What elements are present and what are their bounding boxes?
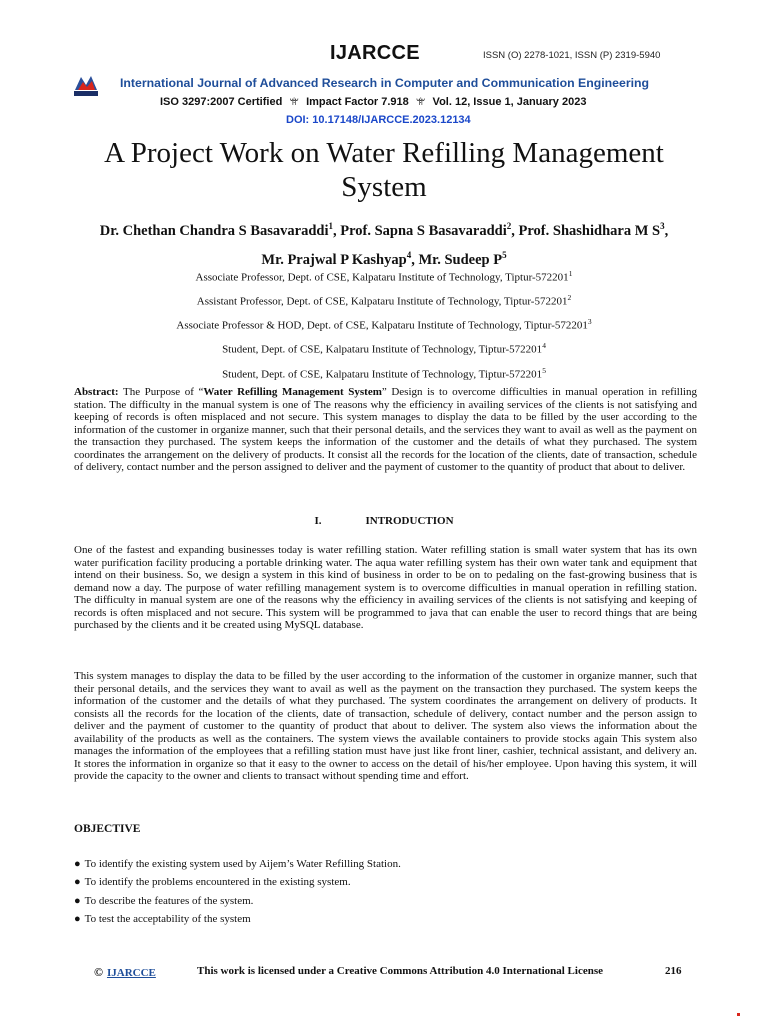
abstract-lead: The Purpose of “	[118, 386, 204, 398]
author-separator: ,	[333, 222, 341, 239]
abstract-label: Abstract:	[74, 386, 119, 398]
author-affil-mark: 5	[502, 249, 507, 260]
list-item-text: To identify the existing system used by Aijem’s Water Refilling Station.	[84, 858, 401, 870]
abstract-body: ” Design is to overcome difficulties in manual operation in refilling station. The difficulty in the manual system is one of The reasons why the efficiency in availing services of the clients is not satisfying and keeping of records is often misplaced and not secure. This system manages to display the data to be filled by the user according to the information of the customer in organize manner, such that their personal details, and the services they want to avail as well as the payment on the transaction they purchased. The system keeps the information of the customer and the details of what they purchased. The system coordinates the arrangement on the delivery of products. It consist all the records for the location of the clients, date of transaction, schedule of delivery, contact number and the person assigned to deliver and the payment of customer to the quantity of product that about to deliver.	[74, 386, 697, 473]
affiliation-item	[60, 312, 708, 336]
paper-title: A Project Work on Water Refilling Management System	[104, 137, 664, 203]
issn-info: ISSN (O) 2278-1021, ISSN (P) 2319-5940	[483, 50, 661, 61]
objective-list	[74, 855, 401, 928]
list-item-text: To test the acceptability of the system	[84, 912, 251, 925]
author-affil-mark: 1	[328, 221, 333, 231]
affiliation-mark: 3	[587, 317, 592, 327]
author-affil-mark: 3	[660, 221, 665, 231]
affiliation-text: Student, Dept. of CSE, Kalpataru Institute of Technology, Tiptur-572201	[222, 368, 543, 381]
footer-license: This work is licensed under a Creative Commons Attribution 4.0 International License	[197, 965, 603, 977]
author-name: Mr. Sudeep P	[418, 251, 503, 268]
author-affil-mark: 4	[406, 249, 412, 260]
affiliation-item	[60, 264, 708, 288]
objective-heading: OBJECTIVE	[74, 823, 141, 835]
author-name: Dr. Chethan Chandra S Basavaraddi	[99, 222, 329, 239]
intro-paragraph-2: This system manages to display the data to be filled by the user according to the information of the customer in organize manner, such that their personal details, and the services they want to avail as well as the payment on the transaction they purchased. The system keeps the information of the customer and the details of what they purchased. The system coordinates the arrangement on delivery of products. It consists all the records for the location of the clients, date of transaction, schedule of delivery, contact number and the person assign to deliver and the payment of customer to the quantity of product that about to deliver. The system also views the information about the availability of the products as well as the containers. The system views the available containers to provide stocks again This system also manages the information of the employees that a refilling station must have just like front liner, cashier, technical assistant, and delivery an. It stores the information in organize so that it easy to the owner to access on the detail of his/her employee. Upon having this system, it will provide the capacity to the owner and clients to transact without spending time and effort.	[74, 670, 697, 782]
corner-mark	[737, 1013, 740, 1016]
affiliation-text: Student, Dept. of CSE, Kalpataru Institute of Technology, Tiptur-572201	[222, 344, 543, 357]
bullet-icon: ●	[74, 912, 81, 925]
section-number: I.	[314, 515, 322, 527]
bullet-icon: ●	[74, 894, 81, 907]
affiliation-list	[60, 264, 708, 385]
list-item-text: To describe the features of the system.	[84, 894, 254, 907]
author-affil-mark: 2	[506, 221, 512, 231]
footer-copyright	[94, 965, 156, 980]
author-list	[60, 214, 708, 272]
abstract-bold-term: Water Refilling Management System	[203, 386, 382, 398]
section-heading-introduction	[74, 515, 694, 527]
affiliation-item	[60, 336, 708, 360]
bullet-icon: ●	[74, 876, 81, 889]
journal-short-name: IJARCCE	[330, 42, 420, 64]
list-item	[74, 892, 401, 910]
author-line-1	[60, 214, 708, 243]
journal-logo	[72, 72, 100, 98]
affiliation-mark: 2	[567, 293, 572, 303]
certification-line	[160, 96, 586, 109]
abstract	[74, 386, 697, 474]
affiliation-text: Associate Professor & HOD, Dept. of CSE, Kalpataru Institute of Technology, Tiptur-572201	[176, 319, 588, 332]
affiliation-text: Associate Professor, Dept. of CSE, Kalpataru Institute of Technology, Tiptur-572201	[195, 271, 569, 284]
intro-paragraph-1: One of the fastest and expanding businesses today is water refilling station. Water refilling station is small water system that has its own water purification facility producing a portable drinking water. The aqua water refilling system has their own water tank and equipment that intend on their business. So, we design a system in this kind of business in order to be on to pedaling on the fast-growing business that is demand now a day. The purpose of water refilling management system is to overcome difficulties in manual operation in refilling station. The difficulty in manual system are one of the reasons why the efficiency in availing services of the clients is not satisfying and keeping of records is often misplaced and not secure. This system will be programmed to java that can enable the user to record things that are being purchased by the clients and it be created using MySQL database.	[74, 544, 697, 631]
impact-factor: Impact Factor 7.918	[306, 96, 409, 108]
list-item	[74, 873, 401, 891]
bullet-icon: ●	[74, 858, 81, 870]
page-number: 216	[665, 965, 682, 977]
affiliation-mark: 4	[542, 341, 546, 351]
iso-certification: ISO 3297:2007 Certified	[160, 96, 283, 108]
author-separator: ,	[511, 222, 519, 239]
list-item	[74, 910, 401, 928]
author-separator: ,	[411, 251, 419, 268]
affiliation-mark: 5	[542, 365, 546, 375]
author-name: Mr. Prajwal P Kashyap	[261, 251, 407, 268]
list-item-text: To identify the problems encountered in the existing system.	[84, 876, 351, 889]
author-name: Prof. Shashidhara M S	[518, 222, 661, 239]
author-name: Prof. Sapna S Basavaraddi	[340, 222, 507, 239]
separator-icon: ꕍ	[415, 96, 426, 108]
section-title: INTRODUCTION	[365, 515, 454, 527]
affiliation-mark: 1	[568, 269, 573, 278]
list-item	[74, 855, 401, 873]
affiliation-item	[60, 288, 708, 312]
journal-full-name: International Journal of Advanced Research in Computer and Communication Engineering	[120, 76, 650, 90]
author-separator: ,	[664, 222, 669, 239]
separator-icon: ꕍ	[289, 96, 300, 108]
volume-issue: Vol. 12, Issue 1, January 2023	[432, 96, 587, 108]
footer-journal-link[interactable]: IJARCCE	[106, 967, 156, 979]
copyright-icon: ©	[94, 965, 103, 979]
affiliation-item	[60, 361, 708, 385]
affiliation-text: Assistant Professor, Dept. of CSE, Kalpataru Institute of Technology, Tiptur-572201	[196, 295, 568, 308]
doi-link[interactable]: DOI: 10.17148/IJARCCE.2023.12134	[286, 114, 471, 126]
